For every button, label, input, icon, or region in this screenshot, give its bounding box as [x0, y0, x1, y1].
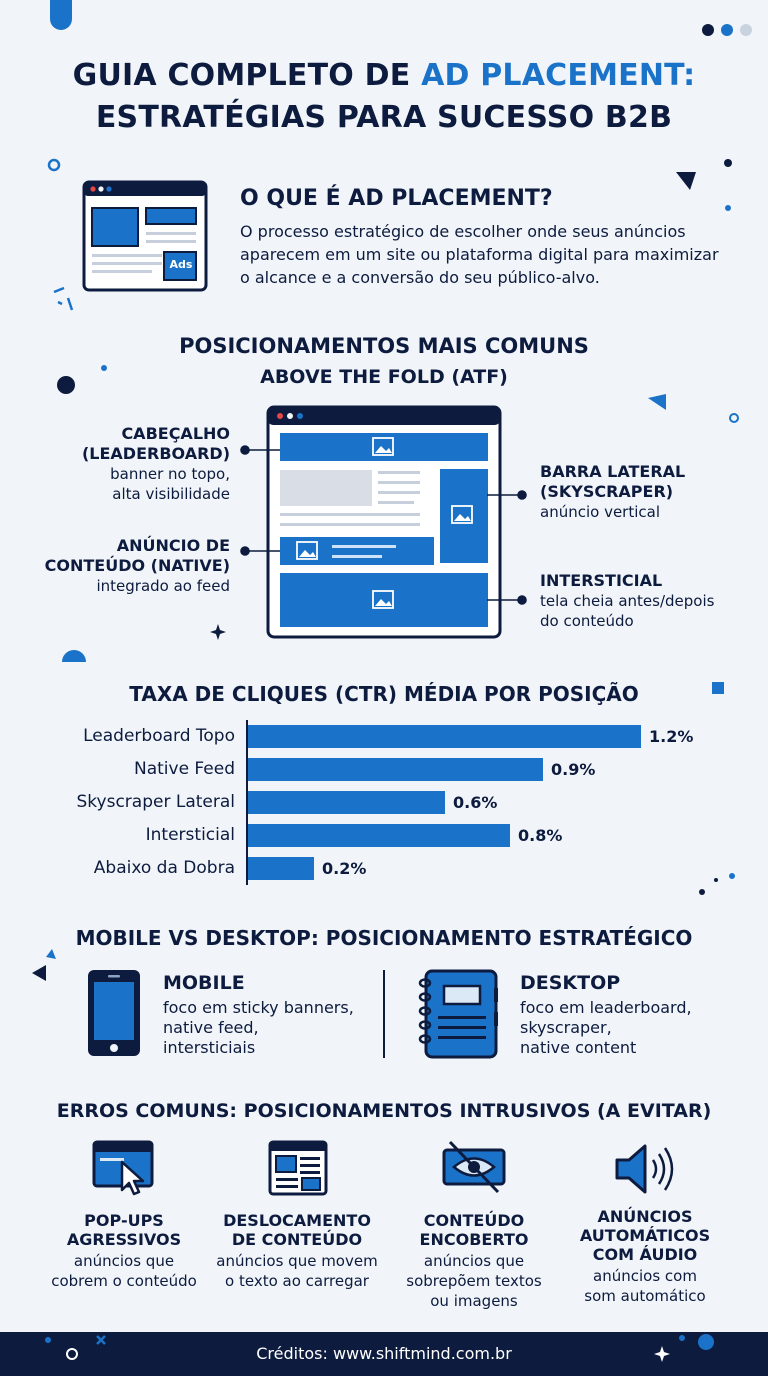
error-covered-title: CONTEÚDO — [423, 1211, 525, 1230]
ctr-value-label: 1.2% — [649, 727, 694, 746]
error-covered-title2: ENCOBERTO — [419, 1230, 529, 1249]
ctr-category-label: Leaderboard Topo — [83, 726, 235, 746]
connector-lines — [230, 430, 530, 610]
ctr-square-decoration — [712, 682, 724, 694]
error-layout-shift — [208, 1211, 386, 1291]
error-covered-desc: anúncios que — [423, 1252, 525, 1270]
leaderboard-title: CABEÇALHO — [121, 424, 230, 443]
smartphone-icon — [86, 968, 142, 1058]
error-audio-desc: anúncios com — [593, 1267, 697, 1285]
error-audio-title2: AUTOMÁTICOS — [579, 1226, 711, 1245]
ctr-heading: TAXA DE CLIQUES (CTR) MÉDIA POR POSIÇÃO — [129, 682, 639, 706]
ctr-value-label: 0.9% — [551, 760, 596, 779]
error-popups-title: POP-UPS — [84, 1211, 164, 1230]
ctr-bar — [248, 725, 641, 748]
browser-ads-icon — [82, 180, 208, 294]
ctr-category-label: Intersticial — [145, 825, 235, 845]
mobile-title: MOBILE — [163, 972, 245, 994]
error-audio-title: ANÚNCIOS — [597, 1207, 693, 1226]
layout-shift-icon — [268, 1140, 328, 1196]
intro-heading: O QUE É AD PLACEMENT? — [240, 186, 553, 211]
native-label — [20, 536, 230, 596]
ctr-bar — [248, 758, 543, 781]
devices-decorations — [28, 945, 68, 985]
ctr-category-label: Native Feed — [133, 759, 235, 779]
native-desc: integrado ao feed — [96, 577, 230, 595]
placements-heading: POSICIONAMENTOS MAIS COMUNS — [179, 334, 589, 358]
ctr-value-label: 0.8% — [518, 826, 563, 845]
interstitial-desc2: do conteúdo — [540, 612, 634, 630]
error-covered-desc3: ou imagens — [430, 1292, 518, 1310]
error-audio-desc2: som automático — [584, 1287, 706, 1305]
page-title-line2: ESTRATÉGIAS PARA SUCESSO B2B — [95, 100, 673, 135]
error-popups-desc2: cobrem o conteúdo — [51, 1272, 197, 1290]
errors-heading: ERROS COMUNS: POSICIONAMENTOS INTRUSIVOS (A EVITAR) — [56, 1100, 712, 1122]
skyscraper-label — [540, 462, 750, 522]
mobile-line3: intersticiais — [163, 1038, 256, 1057]
ctr-bar — [248, 824, 510, 847]
dots-decoration — [700, 22, 756, 38]
devices-divider — [383, 970, 385, 1058]
mobile-line1: foco em sticky banners, — [163, 998, 354, 1017]
interstitial-desc: tela cheia antes/depois — [540, 592, 715, 610]
intro-text: O processo estratégico de escolher onde seus anúncios aparecem em um site ou plataforma digital para maximizar o alcance e a conversão do seu público-alvo. — [240, 222, 719, 287]
leaderboard-desc: banner no topo, — [110, 465, 230, 483]
speaker-icon — [613, 1142, 681, 1196]
ctr-value-label: 0.6% — [453, 793, 498, 812]
ctr-category-label: Skyscraper Lateral — [76, 792, 235, 812]
leaderboard-desc2: alta visibilidade — [112, 485, 230, 503]
page-title: GUIA COMPLETO DE AD PLACEMENT: — [72, 58, 696, 93]
ctr-chart — [0, 720, 768, 890]
ctr-value-label: 0.2% — [322, 859, 367, 878]
ctr-bar — [248, 857, 314, 880]
desktop-title: DESKTOP — [520, 972, 621, 994]
ads-badge: Ads — [169, 258, 193, 271]
mobile-line2: native feed, — [163, 1018, 259, 1037]
error-layout-shift-title: DESLOCAMENTO — [223, 1211, 371, 1230]
ctr-bar — [248, 791, 445, 814]
skyscraper-desc: anúncio vertical — [540, 503, 660, 521]
desktop-line3: native content — [520, 1038, 637, 1057]
error-autoplay-audio — [558, 1207, 732, 1306]
native-title: ANÚNCIO DE — [116, 536, 230, 555]
error-popups — [36, 1211, 212, 1291]
error-layout-shift-title2: DE CONTEÚDO — [231, 1230, 363, 1249]
placements-subheading: ABOVE THE FOLD (ATF) — [260, 366, 508, 388]
ctr-category-label: Abaixo da Dobra — [93, 858, 235, 878]
skyscraper-title: BARRA LATERAL — [540, 462, 686, 481]
error-layout-shift-desc: anúncios que movem — [216, 1252, 378, 1270]
native-title2: CONTEÚDO (NATIVE) — [44, 556, 230, 575]
popup-cursor-icon — [92, 1140, 156, 1198]
chart-decorations — [690, 868, 750, 898]
footer-credits: Créditos: www.shiftmind.com.br — [256, 1344, 512, 1363]
error-audio-title3: COM ÁUDIO — [592, 1245, 698, 1264]
desktop-notebook-icon — [416, 968, 500, 1060]
interstitial-label — [540, 571, 760, 631]
leaderboard-title2: (LEADERBOARD) — [81, 444, 230, 463]
mobile-block — [163, 972, 378, 1058]
error-covered-desc2: sobrepõem textos — [406, 1272, 542, 1290]
interstitial-title: INTERSTICIAL — [540, 571, 663, 590]
leaderboard-label — [30, 424, 230, 504]
devices-heading: MOBILE VS DESKTOP: POSICIONAMENTO ESTRATÉGICO — [75, 926, 693, 950]
error-covered-content — [388, 1211, 560, 1311]
desktop-line1: foco em leaderboard, — [520, 998, 692, 1017]
error-popups-title2: AGRESSIVOS — [66, 1230, 182, 1249]
top-pill-decoration — [50, 0, 72, 30]
eye-slash-icon — [440, 1138, 508, 1196]
desktop-line2: skyscraper, — [520, 1018, 612, 1037]
footer-bar — [0, 1332, 768, 1376]
error-layout-shift-desc2: o texto ao carregar — [225, 1272, 369, 1290]
skyscraper-title2: (SKYSCRAPER) — [540, 482, 674, 501]
desktop-block — [520, 972, 750, 1058]
error-popups-desc: anúncios que — [73, 1252, 175, 1270]
